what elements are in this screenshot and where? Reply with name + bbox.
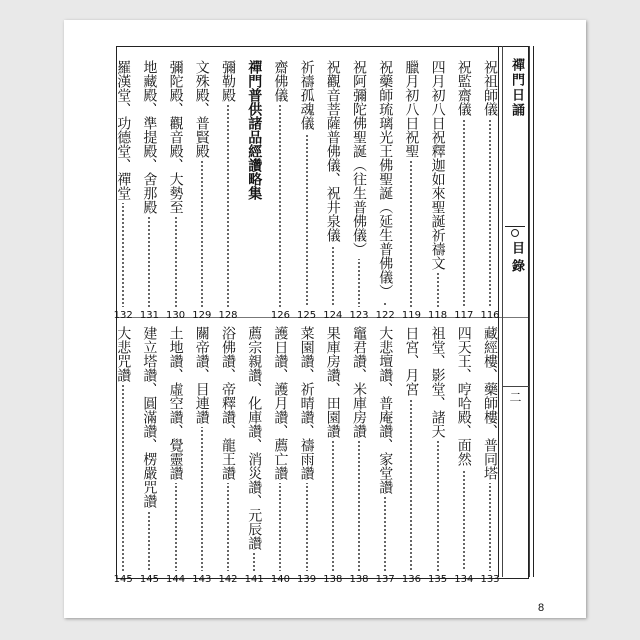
toc-entry-title: 大悲壇讚、普庵讚、家堂讚 [377, 326, 394, 494]
toc-entry[interactable] [271, 326, 289, 586]
toc-entry[interactable] [140, 60, 158, 322]
dot-leader [437, 441, 439, 571]
toc-entry-title: 祝阿彌陀佛聖誕（往生普佛儀） [351, 60, 367, 256]
toc-entry[interactable] [429, 60, 447, 322]
toc-entry[interactable] [350, 326, 368, 586]
dot-leader [306, 483, 308, 571]
dot-leader [410, 161, 412, 307]
toc-entry-title: 文殊殿、普賢殿 [193, 60, 210, 158]
toc-entry-title: 四天王、哼哈殿、面然 [455, 326, 472, 466]
section-title: 目錄 [509, 241, 524, 277]
dot-leader [463, 119, 465, 307]
dot-leader [358, 259, 360, 307]
footer-page-number: 8 [538, 602, 545, 614]
toc-entry-title: 彌勒殿 [220, 60, 236, 102]
dot-leader [279, 105, 281, 307]
toc-entry-title: 關帝讚、目連讚 [193, 326, 210, 424]
book-title: 禪門日誦 [509, 58, 524, 118]
dot-leader [122, 385, 124, 571]
toc-page-number: 138 [323, 574, 343, 585]
toc-entry-title: 祝藥師琉璃光王佛聖誕（延生普佛儀） [377, 60, 394, 298]
toc-page-number: 144 [166, 574, 186, 585]
dot-leader [384, 301, 386, 307]
dot-leader [201, 427, 203, 571]
toc-page-number: 130 [166, 310, 186, 321]
toc-entry[interactable] [271, 60, 289, 322]
dot-leader [463, 469, 465, 571]
toc-page-number: 125 [297, 310, 317, 321]
toc-entry[interactable] [481, 326, 499, 586]
toc-entry-title: 土地讚、虛空讚、覺靈讚 [167, 326, 184, 480]
dot-leader [253, 553, 255, 571]
dot-leader [489, 119, 491, 307]
toc-page-number: 116 [480, 310, 500, 321]
dot-leader [332, 441, 334, 571]
toc-entry-title: 臘月初八日祝聖 [403, 60, 420, 158]
toc-entry-title: 菜園讚、祈晴讚、禱雨讚 [298, 326, 315, 480]
toc-page-number: 137 [375, 574, 395, 585]
toc-entry[interactable] [455, 326, 473, 586]
side-divider [503, 386, 529, 387]
toc-page-number: 135 [428, 574, 448, 585]
toc-page-number: 131 [139, 310, 159, 321]
toc-entry-title: 竈君讚、米庫房讚 [351, 326, 367, 438]
toc-page-number: 128 [218, 310, 238, 321]
toc-entry[interactable] [140, 326, 158, 586]
dot-leader [122, 203, 124, 307]
toc-entry[interactable] [324, 326, 342, 586]
toc-entry[interactable] [114, 326, 132, 586]
dot-leader [279, 483, 281, 571]
dot-leader [489, 483, 491, 571]
side-header [498, 46, 534, 577]
toc-entry[interactable] [429, 326, 447, 586]
toc-entry[interactable] [245, 60, 263, 322]
toc-page-number: 129 [192, 310, 212, 321]
toc-entry[interactable] [193, 326, 211, 586]
toc-entry[interactable] [167, 60, 185, 322]
side-page-number: 二 [508, 391, 522, 403]
toc-entry-title: 祝監齋儀 [455, 60, 472, 116]
toc-page-number: 119 [401, 310, 421, 321]
side-header-inner [502, 46, 530, 577]
toc-entry[interactable] [376, 60, 394, 322]
dot-leader [175, 217, 177, 307]
toc-entry[interactable] [402, 60, 420, 322]
toc-entry-title: 齋佛儀 [272, 60, 289, 102]
dot-leader [227, 483, 229, 571]
toc-page-number: 145 [139, 574, 159, 585]
toc-entry-title: 地藏殿、準提殿、舍那殿 [141, 60, 158, 214]
toc-page-number: 143 [192, 574, 212, 585]
toc-entry-title: 薦宗親讚、化庫讚、消災讚、元辰讚 [246, 326, 263, 550]
toc-page-number: 132 [113, 310, 133, 321]
toc-entry[interactable] [245, 326, 263, 586]
toc-page-number: 124 [323, 310, 343, 321]
toc-entry[interactable] [481, 60, 499, 322]
dot-leader [306, 133, 308, 307]
toc-entry[interactable] [167, 326, 185, 586]
toc-entry-title: 藏經樓、藥師樓、普同塔 [482, 326, 498, 480]
toc-entry-title: 浴佛讚、帝釋讚、龍王讚 [220, 326, 236, 480]
dot-leader [148, 217, 150, 307]
dot-leader [201, 161, 203, 307]
toc-entry[interactable] [402, 326, 420, 586]
toc-page-number: 141 [244, 574, 264, 585]
toc-entry-title: 祝觀音菩薩普佛儀、祝井泉儀 [324, 60, 341, 242]
toc-entry-title: 彌陀殿、觀音殿、大勢至 [167, 60, 184, 214]
dot-leader [175, 483, 177, 571]
toc-page-number: 123 [349, 310, 369, 321]
toc-entry[interactable] [350, 60, 368, 322]
toc-entry-title: 日宮、月宮 [403, 326, 420, 396]
toc-entry-title: 羅漢堂、功德堂、禪堂 [115, 60, 132, 200]
toc-entry-title: 祖堂、影堂、諸天 [429, 326, 446, 438]
toc-page-number: 118 [428, 310, 448, 321]
toc-entry[interactable] [298, 60, 316, 322]
dot-leader [437, 273, 439, 307]
toc-entry[interactable] [193, 60, 211, 322]
toc-entry[interactable] [324, 60, 342, 322]
toc-page-number: 122 [375, 310, 395, 321]
dot-leader [227, 105, 229, 307]
toc-entry[interactable] [219, 60, 237, 322]
dot-leader [332, 245, 334, 307]
dot-leader [358, 441, 360, 571]
toc-entry[interactable] [219, 326, 237, 586]
dot-leader [148, 511, 150, 571]
toc-entry-title: 祈禱孤魂儀 [298, 60, 315, 130]
toc-page-number: 138 [349, 574, 369, 585]
toc-entry-title: 果庫房讚、田園讚 [324, 326, 341, 438]
toc-page-number: 133 [480, 574, 500, 585]
toc-page-number: 139 [297, 574, 317, 585]
dot-leader [410, 399, 412, 571]
toc-page-number: 117 [454, 310, 474, 321]
toc-entry[interactable] [114, 60, 132, 322]
toc-entry-title: 大悲咒讚 [115, 326, 132, 382]
toc-entry-title: 禪門普供諸品經讚略集 [246, 60, 263, 200]
toc-entry-title: 建立塔讚、圓滿讚、楞嚴咒讚 [141, 326, 158, 508]
dot-leader [384, 497, 386, 571]
toc-entry[interactable] [376, 326, 394, 586]
toc-page-number: 140 [270, 574, 290, 585]
toc-entry-title: 四月初八日祝釋迦如來聖誕祈禱文 [429, 60, 446, 270]
toc-entry-title: 護日讚、護月讚、薦亡讚 [272, 326, 289, 480]
toc-page-number: 145 [113, 574, 133, 585]
toc-page-number: 136 [401, 574, 421, 585]
toc-entry[interactable] [455, 60, 473, 322]
toc-entry-title: 祝祖師儀 [482, 60, 498, 116]
toc-page-number: 142 [218, 574, 238, 585]
toc-entry[interactable] [298, 326, 316, 586]
toc-page-number: 126 [270, 310, 290, 321]
toc-page-number: 134 [454, 574, 474, 585]
